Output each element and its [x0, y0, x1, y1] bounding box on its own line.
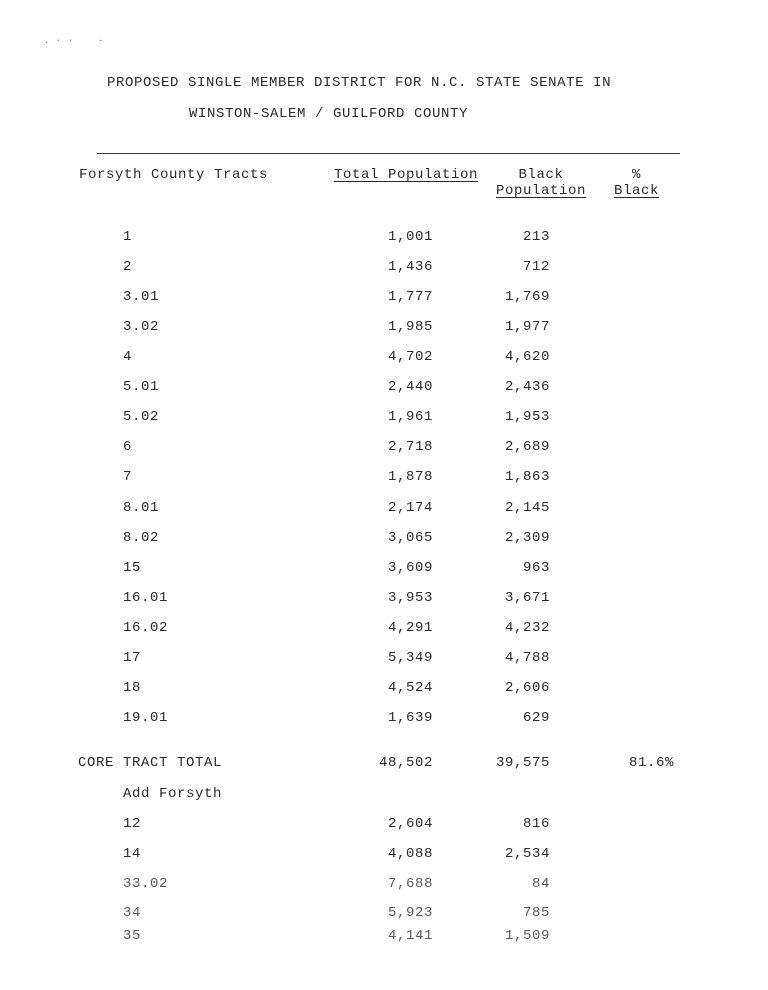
table-row [0, 500, 768, 520]
total-population-cell: 1,777 [387, 289, 433, 305]
core-total-population: 48,502 [378, 755, 433, 771]
table-row [0, 816, 768, 836]
table-row [0, 590, 768, 610]
tract-cell: 6 [123, 439, 133, 455]
black-population-cell: 2,309 [504, 530, 550, 546]
tract-cell: 12 [123, 816, 142, 832]
table-row [0, 349, 768, 369]
black-population-cell: 785 [522, 905, 550, 921]
header-total-population: Total Population [334, 167, 479, 183]
tract-cell: 18 [123, 680, 142, 696]
black-population-cell: 213 [522, 229, 550, 245]
black-population-cell: 629 [522, 710, 550, 726]
total-population-cell: 1,436 [387, 259, 433, 275]
header-black-line2: Population [496, 183, 587, 199]
header-black-population [496, 167, 586, 199]
total-population-cell: 1,639 [387, 710, 433, 726]
total-population-cell: 3,609 [387, 560, 433, 576]
table-row [0, 379, 768, 399]
total-population-cell: 2,440 [387, 379, 433, 395]
tract-cell: 3.01 [123, 289, 160, 305]
title-line-2: WINSTON-SALEM / GUILFORD COUNTY [189, 106, 469, 122]
tract-cell: 8.01 [123, 500, 160, 516]
tract-cell: 16.02 [123, 620, 169, 636]
total-population-cell: 4,088 [387, 846, 433, 862]
tract-cell: 19.01 [123, 710, 169, 726]
black-population-cell: 2,606 [504, 680, 550, 696]
black-population-cell: 1,953 [504, 409, 550, 425]
tract-cell: 5.01 [123, 379, 160, 395]
total-population-cell: 3,065 [387, 530, 433, 546]
table-row [0, 259, 768, 279]
black-population-cell: 4,788 [504, 650, 550, 666]
black-population-cell: 2,689 [504, 439, 550, 455]
table-row [0, 680, 768, 700]
black-population-cell: 4,232 [504, 620, 550, 636]
tract-cell: 34 [123, 905, 142, 921]
total-population-cell: 4,524 [387, 680, 433, 696]
title-line-1: PROPOSED SINGLE MEMBER DISTRICT FOR N.C. STATE SENATE IN [107, 75, 612, 91]
table-row [0, 469, 768, 489]
black-population-cell: 2,436 [504, 379, 550, 395]
core-percent-black: 81.6% [628, 755, 674, 771]
tract-cell: 8.02 [123, 530, 160, 546]
scan-mark: . · · - [44, 36, 105, 46]
tract-cell: 3.02 [123, 319, 160, 335]
tract-cell: 5.02 [123, 409, 160, 425]
total-population-cell: 2,174 [387, 500, 433, 516]
total-population-cell: 1,985 [387, 319, 433, 335]
table-row [0, 928, 768, 948]
black-population-cell: 3,671 [504, 590, 550, 606]
core-total-row [0, 755, 768, 775]
total-population-cell: 4,141 [387, 928, 433, 944]
table-row [0, 620, 768, 640]
header-black-line1: Black [518, 167, 564, 183]
tract-cell: 33.02 [123, 876, 169, 892]
table-row [0, 846, 768, 866]
total-population-cell: 7,688 [387, 876, 433, 892]
header-pct-line1: % [632, 167, 642, 183]
total-population-cell: 4,702 [387, 349, 433, 365]
tract-cell: 35 [123, 928, 142, 944]
header-pct-line2: Black [614, 183, 660, 199]
add-forsyth-row [0, 786, 768, 806]
tract-cell: 1 [123, 229, 133, 245]
header-percent-black [614, 167, 659, 199]
black-population-cell: 1,977 [504, 319, 550, 335]
black-population-cell: 712 [522, 259, 550, 275]
header-rule [97, 153, 680, 154]
add-forsyth-label: Add Forsyth [123, 786, 223, 802]
total-population-cell: 5,923 [387, 905, 433, 921]
black-population-cell: 84 [531, 876, 550, 892]
table-row [0, 319, 768, 339]
tract-cell: 17 [123, 650, 142, 666]
black-population-cell: 2,145 [504, 500, 550, 516]
total-population-cell: 2,718 [387, 439, 433, 455]
table-row [0, 710, 768, 730]
table-row [0, 876, 768, 896]
black-population-cell: 963 [522, 560, 550, 576]
table-row [0, 439, 768, 459]
tract-cell: 4 [123, 349, 133, 365]
core-label: CORE TRACT TOTAL [78, 755, 223, 771]
black-population-cell: 2,534 [504, 846, 550, 862]
table-row [0, 560, 768, 580]
total-population-cell: 2,604 [387, 816, 433, 832]
black-population-cell: 1,863 [504, 469, 550, 485]
tract-cell: 2 [123, 259, 133, 275]
total-population-cell: 1,961 [387, 409, 433, 425]
table-row [0, 229, 768, 249]
table-row [0, 905, 768, 925]
total-population-cell: 1,878 [387, 469, 433, 485]
tract-cell: 7 [123, 469, 133, 485]
total-population-cell: 5,349 [387, 650, 433, 666]
total-population-cell: 3,953 [387, 590, 433, 606]
table-row [0, 530, 768, 550]
black-population-cell: 816 [522, 816, 550, 832]
tract-cell: 14 [123, 846, 142, 862]
total-population-cell: 4,291 [387, 620, 433, 636]
table-row [0, 409, 768, 429]
tract-cell: 15 [123, 560, 142, 576]
core-black-population: 39,575 [495, 755, 550, 771]
header-tracts: Forsyth County Tracts [79, 167, 269, 183]
table-row [0, 650, 768, 670]
tract-cell: 16.01 [123, 590, 169, 606]
table-row [0, 289, 768, 309]
black-population-cell: 1,769 [504, 289, 550, 305]
black-population-cell: 1,509 [504, 928, 550, 944]
total-population-cell: 1,001 [387, 229, 433, 245]
black-population-cell: 4,620 [504, 349, 550, 365]
